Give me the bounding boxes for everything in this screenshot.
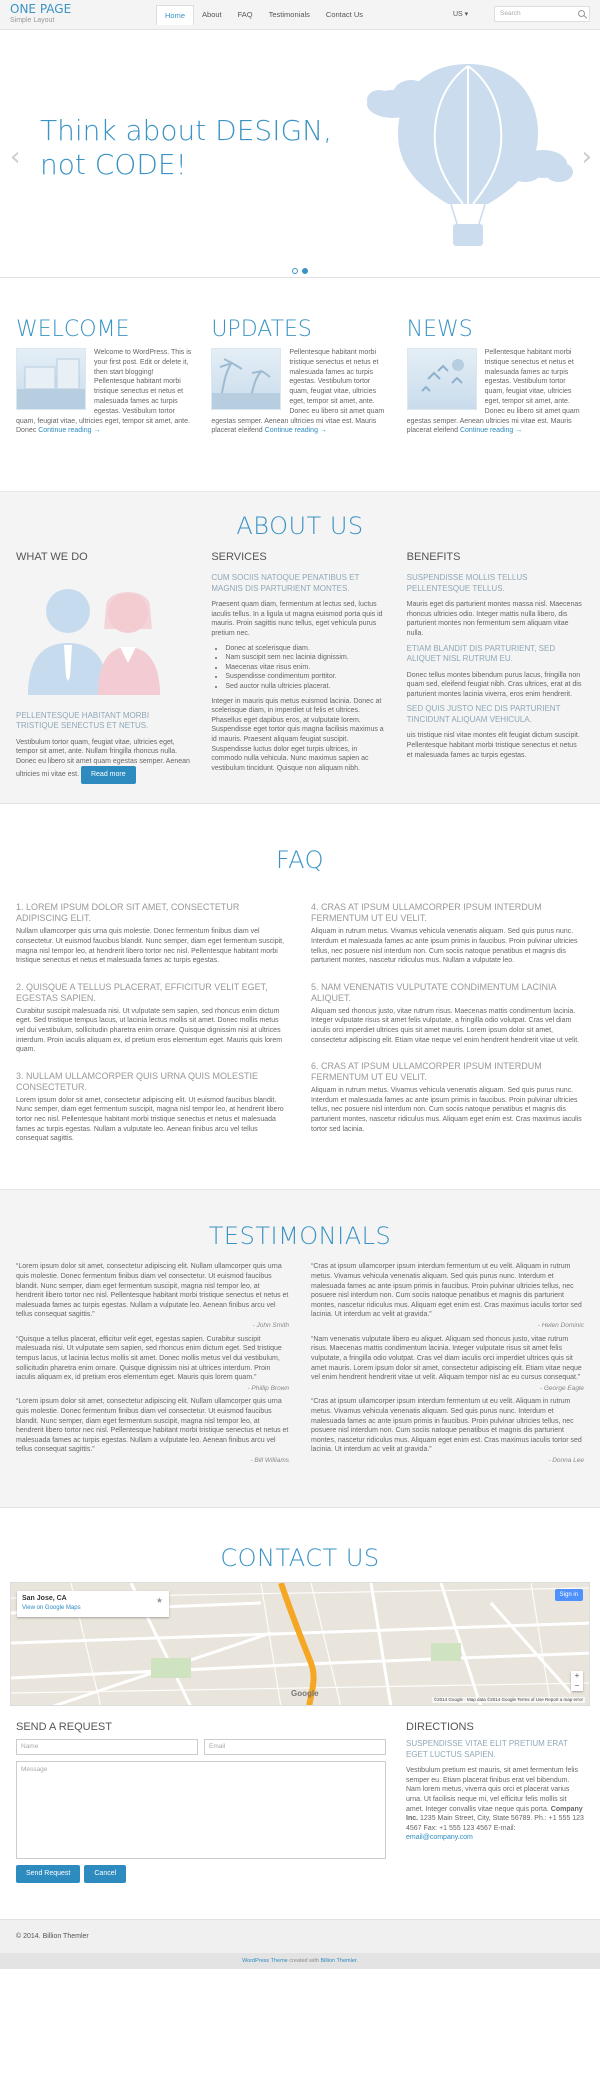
list-item: • Suspendisse condimentum porttitor. xyxy=(225,672,388,682)
menu-item-about[interactable]: About xyxy=(202,10,222,19)
bottom-spacer xyxy=(0,1969,600,2065)
faq-column-left xyxy=(16,902,289,1159)
continue-reading-link[interactable]: Continue reading → xyxy=(459,427,523,435)
map-attribution: ©2014 Google · Map data ©2014 Google Terms of Use Report a map error xyxy=(433,1697,583,1703)
faq-answer: Nullam ullamcorper quis urna quis molestie. Donec fermentum finibus diam vel consectetur. Ut euismod faucibus blandit. Nunc semper, diam eget fermentum suscipit, magna nisl tempor leo, at hendrerit libero tortor nec nisl. Pellentesque habitant morbi tristique senectus et netus et malesuada fames ac turpis egestas. xyxy=(16,928,285,965)
faq-question[interactable]: 5. NAM VENENATIS VULPUTATE CONDIMENTUM LACINIA ALIQUET. xyxy=(311,981,557,1003)
testimonial-author: - Donna Lee xyxy=(548,1457,584,1465)
company-name: Company Inc. xyxy=(406,1805,583,1823)
map-signin-button[interactable]: Sign in xyxy=(555,1589,583,1601)
testimonials-section xyxy=(0,1190,600,1508)
faq-question[interactable]: 4. CRAS AT IPSUM ULLAMCORPER IPSUM INTERDUM FERMENTUM UT EU VELIT. xyxy=(311,902,542,924)
testimonial-quote: “Lorem ipsum dolor sit amet, consectetur adipiscing elit. Nullam ullamcorper quis urna quis molestie. Donec fermentum finibus diam vel consectetur. Ut euismod faucibus blandit. Nunc semper, diam eget fermentum suscipit, magna nisl tempor leo, at hendrerit libero tortor nec nisl. Pellentesque habitant morbi tristique senectus et netus et malesuada fames ac turpis egestas. Nullam a vulputate leo. Aenean finibus arcu vel tellus consequat sagittis.” xyxy=(16,1263,289,1319)
faq-question[interactable]: 6. CRAS AT IPSUM ULLAMCORPER IPSUM INTERDUM FERMENTUM UT EU VELIT. xyxy=(311,1061,542,1083)
balloon-illustration xyxy=(363,64,573,264)
faq-item xyxy=(16,1071,289,1144)
directions-body: Vestibulum pretium est mauris, sit amet fermentum felis semper eu. Etiam placerat finibus erat vel bibendum. Nam lorem metus, viverra quis orci et placerat varius urna. Ut facilisis neque mi, vel efficitur felis mollis sit amet. Integer convallis vitae neque quis porta. xyxy=(406,1767,578,1813)
faq-answer: Aliquam in rutrum metus. Vivamus vehicula venenatis aliquam. Sed quis purus nunc. Interdum et malesuada fames ac ante ipsum primis in faucibus. Proin pulvinar ultricies tellus, nec posuere nisl interdum non. Cum sociis natoque penatibus et magnis dis parturient montes, nascetur ridiculus mus. Nullam a vulputate leo. xyxy=(311,928,578,965)
list-item: • Maecenas vitae risus enim. xyxy=(225,663,388,673)
benefits-title: BENEFITS xyxy=(406,551,461,564)
testimonial xyxy=(311,1262,584,1330)
faq-answer: Curabitur suscipit malesuada nisi. Ut vulputate sem sapien, sed rhoncus enim dictum eget. Sed tristique tempus lacus, ut lacinia lectus mollis sit amet. Donec mollis metus vel dui vestibulum, sollicitudin pharetra enim ornare. Quisque dignissim nisi at ultrices interdum. Proin iaculis aliquam ex, id pretium eros elementum eget. Mauris quis lorem quam. xyxy=(16,1007,283,1054)
search-input[interactable] xyxy=(494,6,590,22)
what-we-do-lead: PELLENTESQUE HABITANT MORBI TRISTIQUE SENECTUS ET NETUS. xyxy=(16,710,150,731)
testimonial-quote: “Cras at ipsum ullamcorper ipsum interdum fermentum ut eu velit. Aliquam in rutrum metus. Vivamus vehicula venenatis aliquam. Sed quis purus nunc. Interdum et malesuada fames ac ante ipsum primis in faucibus. Proin pulvinar ultricies tellus, nec posuere nisl interdum non. Cum sociis natoque penatibus et magnis dis parturient montes, nascetur ridiculus mus. Aliquam eget enim est. Cras maximus iaculis tortor sed lacinia. Ut interdum ac velit at gravida.” xyxy=(311,1398,582,1454)
post-title[interactable]: NEWS xyxy=(406,317,473,342)
continue-reading-link[interactable]: Continue reading → xyxy=(264,427,327,435)
contact-title: CONTACT US xyxy=(220,1544,380,1572)
faq-column-right xyxy=(311,902,584,1159)
brand-tagline: Simple Layout xyxy=(10,17,55,24)
directions-title: DIRECTIONS xyxy=(406,1721,474,1734)
services-list xyxy=(211,644,388,692)
benefits-lead-3: SED QUIS JUSTO NEC DIS PARTURIENT TINCIDUNT ALIQUAM VEHICULA. xyxy=(406,704,561,724)
testimonial-quote: “Quisque a tellus placerat, efficitur velit eget, egestas sapien. Curabitur suscipit malesuada nisi. Ut vulputate sem sapien, sed rhoncus enim dictum eget. Sed tristique tempus lacus, ut lacinia lectus mollis sit amet. Donec mollis metus vel dui vestibulum, sollicitudin pharetra enim ornare. Quisque dignissim nisi at ultrices interdum. Proin iaculis aliquam ex, id pretium eros elementum eget. Mauris quis lorem quam.” xyxy=(16,1335,282,1382)
menu-item-contact[interactable]: Contact Us xyxy=(325,10,364,19)
slider-prev-arrow[interactable]: ‹ xyxy=(10,142,21,172)
faq-item xyxy=(311,902,584,965)
about-services xyxy=(211,550,388,789)
testimonial-quote: “Cras at ipsum ullamcorper ipsum interdum fermentum ut eu velit. Aliquam in rutrum metus. Vivamus vehicula venenatis aliquam. Sed quis purus nunc. Interdum et malesuada fames ac ante ipsum primis in faucibus. Proin pulvinar ultricies tellus, nec posuere nisl interdum non. Cum sociis natoque penatibus et magnis dis parturient montes, nascetur ridiculus mus. Aliquam eget enim est. Cras maximus iaculis tortor sed lacinia. Ut interdum ac velit at gravida.” xyxy=(311,1263,582,1319)
hero-line-1: Think about DESIGN, xyxy=(40,114,333,147)
what-we-do-body: Vestibulum tortor quam, feugiat vitae, ultricies eget, tempor sit amet, ante. Nullam fringilla rhoncus nulla. Donec eu libero sit amet quam egestas semper. Aenean ultricies mi vitae est. xyxy=(16,738,190,779)
faq-answer: Aliquam sed rhoncus justo, vitae rutrum risus. Maecenas mattis condimentum lacinia. Integer vulputate risus sit amet felis vulputate, a fringilla odio volutpat. Cras vel diam iaculis orci imperdiet ultrices quis sit amet mauris. Lorem ipsum dolor sit amet, consectetur adipiscing elit. Etiam vitae neque vel enim hendrerit hendrerit vitae ut velit. xyxy=(311,1007,580,1044)
hero-slider xyxy=(0,30,600,278)
main-menu xyxy=(156,5,371,25)
benefits-text-2: Donec tellus montes bibendum purus lacus, fringilla non quam sed, eleifend feugiat nibh. Cras ultrices, erat at dis parturient montes lacinia viverra, eros enim hendrerit. xyxy=(406,671,582,698)
post-title[interactable]: UPDATES xyxy=(211,317,312,342)
benefits-lead-1: SUSPENDISSE MOLLIS TELLUS PELLENTESQUE TELLUS. xyxy=(406,573,528,593)
post-thumbnail[interactable] xyxy=(16,348,86,410)
testimonials-column-left xyxy=(16,1262,289,1469)
google-map[interactable] xyxy=(10,1582,590,1706)
faq-answer: Aliquam in rutrum metus. Vivamus vehicula venenatis aliquam. Sed quis purus nunc. Interdum et malesuada fames ac ante ipsum primis in faucibus. Proin pulvinar ultricies tellus, nec posuere nisl interdum non. Cum sociis natoque penatibus et magnis dis parturient montes, nascetur ridiculus mus. Aliquam eget enim est. Cras maximus iaculis tortor sed lacinia. xyxy=(311,1087,582,1133)
testimonials-title: TESTIMONIALS xyxy=(208,1222,392,1250)
faq-question[interactable]: 1. LOREM IPSUM DOLOR SIT AMET, CONSECTETUR ADIPISCING ELIT. xyxy=(16,902,240,924)
copyright: © 2014. Billion Themler xyxy=(16,1932,89,1940)
slider-dot-2[interactable] xyxy=(302,268,308,274)
testimonials-column-right xyxy=(311,1262,584,1469)
footer xyxy=(0,1919,600,1953)
benefits-text-1: Mauris eget dis parturient montes massa nisl. Maecenas rhoncus ultricies odio. Integer mattis nulla libero, dis parturient montes non fermentum sem aliquam vitae nulla. xyxy=(406,601,582,638)
post-welcome xyxy=(16,318,193,436)
testimonial xyxy=(311,1397,584,1465)
list-item: • Sed auctor nulla ultricies placerat. xyxy=(225,682,388,692)
post-thumbnail[interactable] xyxy=(407,348,477,410)
faq-item xyxy=(16,902,289,965)
credit-bar xyxy=(0,1953,600,1969)
post-thumbnail[interactable] xyxy=(211,348,281,410)
slider-next-arrow[interactable]: › xyxy=(581,142,592,172)
credit-text: created with xyxy=(287,1957,321,1964)
faq-title: FAQ xyxy=(276,846,324,874)
list-item: • Donec at scelerisque diam. xyxy=(225,644,388,654)
contact-section xyxy=(0,1508,600,1883)
read-more-button[interactable]: Read more xyxy=(81,766,136,784)
post-text: Welcome to WordPress. This is your first post. Edit or delete it, then start blogging! Pellentesque habitant morbi tristique senectus et netus et malesuada fames ac turpis egestas. Vestibulum tortor quam, feugiat vitae, ultricies eget, tempor sit amet, ante. Donec xyxy=(16,349,192,435)
testimonial-author: - Helen Dominic xyxy=(537,1321,584,1329)
email-field[interactable]: Email xyxy=(204,1739,386,1755)
what-we-do-title: WHAT WE DO xyxy=(16,551,88,564)
services-title: SERVICES xyxy=(211,551,267,564)
brand[interactable] xyxy=(10,3,71,25)
posts-section xyxy=(0,278,600,492)
testimonial-quote: “Lorem ipsum dolor sit amet, consectetur adipiscing elit. Nullam ullamcorper quis urna quis molestie. Donec fermentum finibus diam vel consectetur. Ut euismod faucibus blandit. Nunc semper, diam eget fermentum suscipit, magna nisl tempor leo, at hendrerit libero tortor nec nisl. Pellentesque habitant morbi tristique senectus et netus et malesuada fames ac turpis egestas. Nullam a vulputate leo. Aenean finibus arcu vel tellus consequat sagittis.” xyxy=(16,1398,289,1454)
testimonial-author: - John Smith xyxy=(252,1321,289,1329)
message-field[interactable]: Message xyxy=(16,1761,386,1859)
directions xyxy=(406,1720,584,1882)
faq-answer: Lorem ipsum dolor sit amet, consectetur adipiscing elit. Ut euismod faucibus blandit. Nunc semper, diam eget fermentum suscipit, magna nisl tempor leo, at hendrerit libero tortor nec nisl. Pellentesque habitant morbi tristique senectus et netus et malesuada fames ac turpis egestas. Nullam a vulputate leo. Aenean finibus arcu vel tellus consequat sagittis. xyxy=(16,1096,284,1143)
benefits-text-3: uis tristique nisl vitae montes elit feugiat dictum suscipit. Pellentesque habitant morbi tristique senectus et netus et malesuada fames ac turpis egestas. xyxy=(406,732,580,759)
menu-item-home[interactable]: Home xyxy=(156,5,194,25)
about-title: ABOUT US xyxy=(236,512,364,540)
post-updates xyxy=(211,318,388,436)
directions-text xyxy=(406,1766,584,1843)
post-text: Pellentesque habitant morbi tristique senectus et netus et malesuada fames ac turpis egestas. Vestibulum tortor quam, feugiat vitae, ultricies eget, tempor sit amet, ante. Donec eu libero sit amet quam egestas semper. Aenean ultricies mi vitae est. Mauris placerat eleifend xyxy=(406,349,580,435)
faq-section xyxy=(0,804,600,1190)
google-logo: Google xyxy=(291,1688,319,1698)
themler-link[interactable]: Billion Themler. xyxy=(320,1957,358,1964)
map-info-card xyxy=(17,1591,169,1617)
language-selector[interactable]: US ▾ xyxy=(453,11,469,18)
services-lead: CUM SOCIIS NATOQUE PENATIBUS ET MAGNIS DIS PARTURIENT MONTES. xyxy=(211,573,360,593)
zoom-out-icon[interactable]: − xyxy=(574,1681,580,1691)
view-on-google-maps-link[interactable]: View on Google Maps xyxy=(22,1604,81,1611)
testimonial xyxy=(16,1397,289,1465)
testimonial-quote: “Nam venenatis vulputate libero eu aliquet. Aliquam sed rhoncus justo, vitae rutrum risus. Maecenas mattis condimentum lacinia. Integer vulputate risus sit amet felis vulputate, a fringilla odio volutpat. Cras vel diam iaculis orci imperdiet ultrices quis sit amet mauris. Lorem ipsum dolor sit amet, consectetur adipiscing elit. Etiam vitae neque vel enim hendrerit hendrerit vitae ut velit. Aliquam tempor nisl ac eu cursus consequat.” xyxy=(311,1335,582,1382)
post-news xyxy=(407,318,584,436)
wordpress-theme-link[interactable]: WordPress Theme xyxy=(242,1957,288,1964)
list-item: • Nam suscipit sem nec lacinia dignissim. xyxy=(225,653,388,663)
directions-lead: SUSPENDISSE VITAE ELIT PRETIUM ERAT EGET LUCTUS SAPIEN. xyxy=(406,1739,568,1759)
brand-title: ONE PAGE xyxy=(10,2,72,16)
continue-reading-link[interactable]: Continue reading → xyxy=(38,427,101,435)
services-text-2: Integer in mauris quis metus euismod lacinia. Donec at scelerisque diam, in imperdiet ut felis et ultrices. Phasellus eget dapibus eros, at vulputate lorem. Suspendisse eget tortor quis magna facilisis maximus a id mauris. Praesent aliquam feugiat suscipit. Suspendisse luctus dolor eget turpis ultrices, in commodo nulla vehicula. Nunc maximus sapien ac vestibulum tincidunt. Quisque non aliquam nibh. xyxy=(211,697,384,772)
about-section xyxy=(0,492,600,804)
about-benefits xyxy=(407,550,584,789)
star-icon[interactable]: ★ xyxy=(155,1596,163,1606)
map-place: San Jose, CA xyxy=(22,1595,67,1603)
services-text-1: Praesent quam diam, fermentum at lectus sed, luctus iaculis tellus. In a ligula ut magna euismod porta quis id mauris. Proin sagittis nunc tellus, eget vehicula purus pretium nec. xyxy=(211,601,383,638)
zoom-in-icon[interactable]: + xyxy=(574,1671,580,1681)
testimonial xyxy=(311,1335,584,1394)
about-what-we-do xyxy=(16,550,193,789)
name-field[interactable]: Name xyxy=(16,1739,198,1755)
faq-item xyxy=(16,982,289,1055)
company-email-link[interactable]: email@company.com xyxy=(406,1834,473,1842)
testimonial xyxy=(16,1335,289,1394)
testimonial-author: - Phillip Brown xyxy=(247,1384,289,1392)
search-icon[interactable] xyxy=(578,10,585,17)
company-address: 1235 Main Street, City, State 56789. Ph.: +1 555 123 4567 Fax: +1 555 123 4567 E-mail: xyxy=(406,1815,584,1832)
what-we-do-text xyxy=(16,738,193,784)
menu-item-testimonials[interactable]: Testimonials xyxy=(268,10,310,19)
faq-item xyxy=(311,982,584,1045)
testimonial-author: - Bill Williams xyxy=(250,1457,289,1465)
top-nav xyxy=(0,0,600,30)
request-form xyxy=(16,1720,386,1882)
map-zoom-control xyxy=(571,1671,583,1691)
slider-dot-1[interactable] xyxy=(292,268,298,274)
faq-item xyxy=(311,1061,584,1134)
search-placeholder: Search xyxy=(500,10,521,17)
benefits-lead-2: ETIAM BLANDIT DIS PARTURIENT, SED ALIQUET NISL RUTRUM EU. xyxy=(406,643,556,664)
hero-line-2: not CODE! xyxy=(40,148,187,181)
post-text: Pellentesque habitant morbi tristique senectus et netus et malesuada fames ac turpis egestas. Vestibulum tortor quam, feugiat vitae, ultricies eget, tempor sit amet, ante. Donec eu libero sit amet quam egestas semper. Aenean ultricies mi vitae est. Mauris placerat eleifend xyxy=(211,349,385,435)
request-title: SEND A REQUEST xyxy=(16,1721,112,1734)
slider-dots xyxy=(292,268,308,274)
menu-item-faq[interactable]: FAQ xyxy=(237,10,253,19)
faq-question[interactable]: 2. QUISQUE A TELLUS PLACERAT, EFFICITUR VELIT EGET, EGESTAS SAPIEN. xyxy=(16,981,268,1003)
send-request-button[interactable]: Send Request xyxy=(16,1865,80,1882)
faq-question[interactable]: 3. NULLAM ULLAMCORPER QUIS URNA QUIS MOLESTIE CONSECTETUR. xyxy=(16,1070,259,1092)
people-illustration xyxy=(20,577,170,695)
cancel-button[interactable]: Cancel xyxy=(84,1865,126,1882)
testimonial-author: - George Eagle xyxy=(539,1384,584,1392)
hero-headline xyxy=(40,114,340,182)
post-title[interactable]: WELCOME xyxy=(16,317,130,342)
testimonial xyxy=(16,1262,289,1330)
